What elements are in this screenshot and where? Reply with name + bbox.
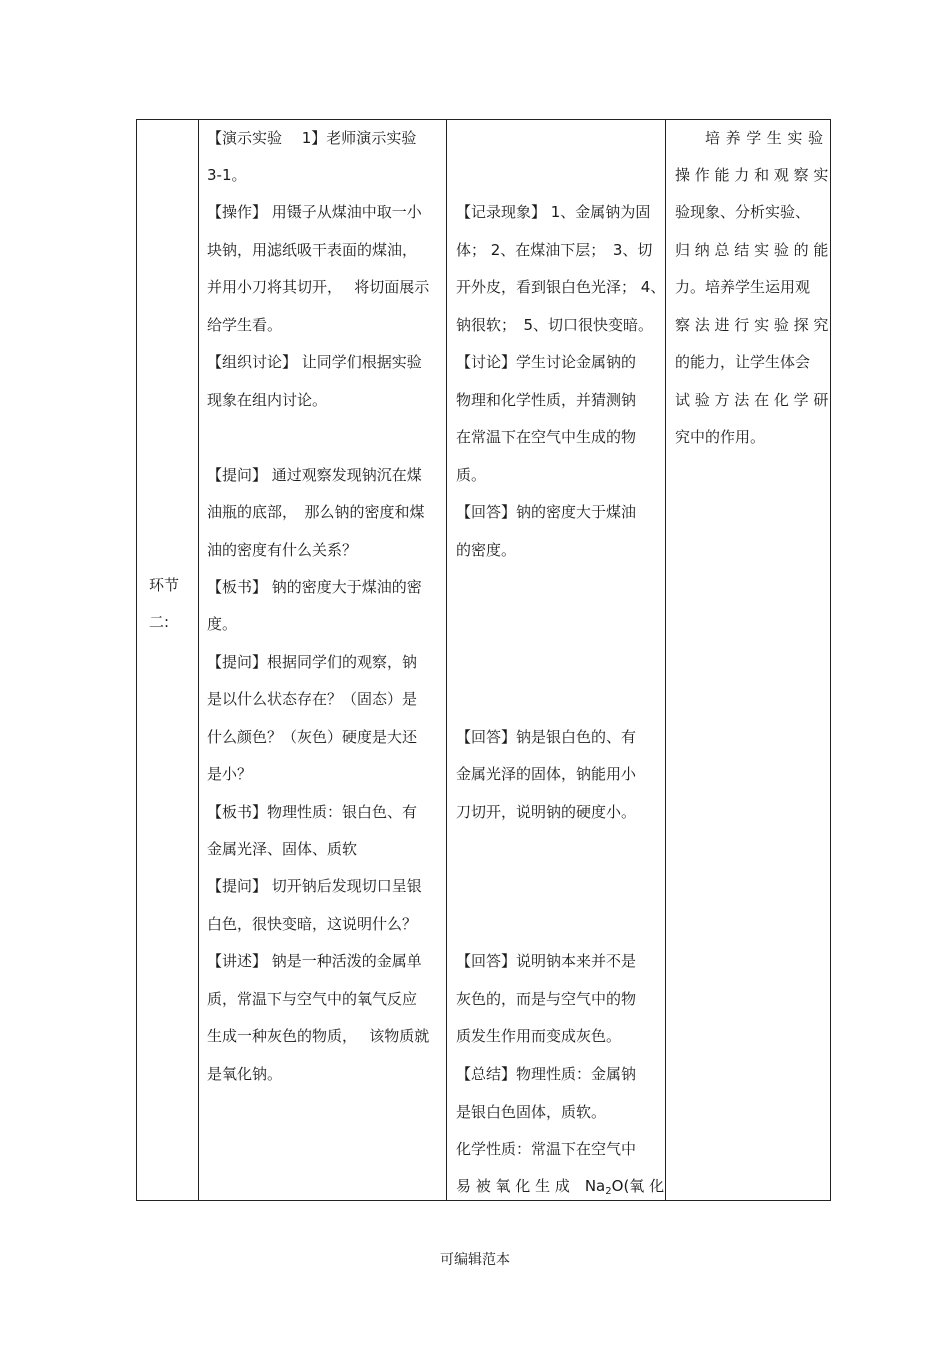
text-line: 培 养 学 生 实 验 [705, 129, 823, 147]
column-divider [446, 120, 447, 1200]
text-line: 质。 [456, 466, 487, 484]
page-footer: 可编辑范本 [440, 1252, 510, 1268]
text-line: 【演示实验 1】老师演示实验 [207, 129, 417, 147]
text-line: 【回答】说明钠本来并不是 [456, 952, 637, 970]
text-line: 【板书】 钠的密度大于煤油的密 [207, 578, 422, 596]
text-line: 体； 2、在煤油下层； 3、切 [456, 241, 653, 259]
text-line: 的密度。 [456, 541, 517, 559]
text-line: 【组织讨论】 让同学们根据实验 [207, 353, 422, 371]
text-line: 的能力，让学生体会 [675, 353, 811, 371]
text-line: 3-1。 [207, 166, 247, 184]
text-line: 化学性质：常温下在空气中 [456, 1140, 637, 1158]
text-line: 白色，很快变暗，这说明什么？ [207, 915, 418, 933]
text-line: 灰色的，而是与空气中的物 [456, 990, 637, 1008]
text-line: 是以什么状态存在？（固态）是 [207, 690, 418, 708]
text-line: 【提问】 切开钠后发现切口呈银 [207, 877, 422, 895]
text-line: 【回答】钠是银白色的、有 [456, 728, 637, 746]
text-line: 是银白色固体，质软。 [456, 1103, 607, 1121]
text-line: 度。 [207, 615, 238, 633]
text-line: 验现象、分析实验、 [675, 203, 811, 221]
text-line: 【讨论】学生讨论金属钠的 [456, 353, 637, 371]
stage-label: 二: [149, 613, 170, 631]
text-line: 【操作】 用镊子从煤油中取一小 [207, 203, 422, 221]
column-divider [198, 120, 199, 1200]
text-span: 易 被 氧 化 生 成 Na [456, 1177, 606, 1195]
text-line: 归 纳 总 结 实 验 的 能 [675, 241, 829, 259]
text-line: 油瓶的底部， 那么钠的密度和煤 [207, 503, 425, 521]
text-line: 在常温下在空气中生成的物 [456, 428, 637, 446]
text-line: 给学生看。 [207, 316, 283, 334]
text-line: 现象在组内讨论。 [207, 391, 328, 409]
text-line: 物理和化学性质，并猜测钠 [456, 391, 637, 409]
text-line: 试 验 方 法 在 化 学 研 [675, 391, 829, 409]
text-span: O(氧 化 [611, 1177, 665, 1195]
stage-label: 环节 [149, 576, 180, 594]
text-line: 操 作 能 力 和 观 察 实 [675, 166, 829, 184]
text-line: 是氧化钠。 [207, 1065, 283, 1083]
text-line: 质，常温下与空气中的氧气反应 [207, 990, 418, 1008]
text-line: 块钠，用滤纸吸干表面的煤油， [207, 241, 418, 259]
text-line: 开外皮，看到银白色光泽； 4、 [456, 278, 666, 296]
text-line: 金属光泽的固体，钠能用小 [456, 765, 637, 783]
text-line: 【板书】物理性质：银白色、有 [207, 803, 418, 821]
text-line: 钠很软； 5、切口很快变暗。 [456, 316, 654, 334]
text-line: 是小？ [207, 765, 253, 783]
text-line: 质发生作用而变成灰色。 [456, 1027, 622, 1045]
lesson-table [136, 119, 831, 1201]
text-line: 金属光泽、固体、质软 [207, 840, 358, 858]
text-line: 【记录现象】 1、金属钠为固 [456, 203, 651, 221]
text-line: 【提问】 通过观察发现钠沉在煤 [207, 466, 422, 484]
text-line: 力。培养学生运用观 [675, 278, 811, 296]
text-line: 生成一种灰色的物质， 该物质就 [207, 1027, 430, 1045]
text-line: 什么颜色？（灰色）硬度是大还 [207, 728, 418, 746]
text-line: 察 法 进 行 实 验 探 究 [675, 316, 829, 334]
text-line: 【讲述】 钠是一种活泼的金属单 [207, 952, 422, 970]
text-line: 并用小刀将其切开， 将切面展示 [207, 278, 430, 296]
text-line: 【总结】物理性质：金属钠 [456, 1065, 637, 1083]
text-line: 油的密度有什么关系？ [207, 541, 358, 559]
text-line: 刀切开，说明钠的硬度小。 [456, 803, 637, 821]
text-line: 【回答】钠的密度大于煤油 [456, 503, 637, 521]
text-line: 【提问】根据同学们的观察，钠 [207, 653, 418, 671]
subscript: 2 [605, 1186, 612, 1197]
text-line: 究中的作用。 [675, 428, 766, 446]
text-line [456, 1176, 664, 1199]
